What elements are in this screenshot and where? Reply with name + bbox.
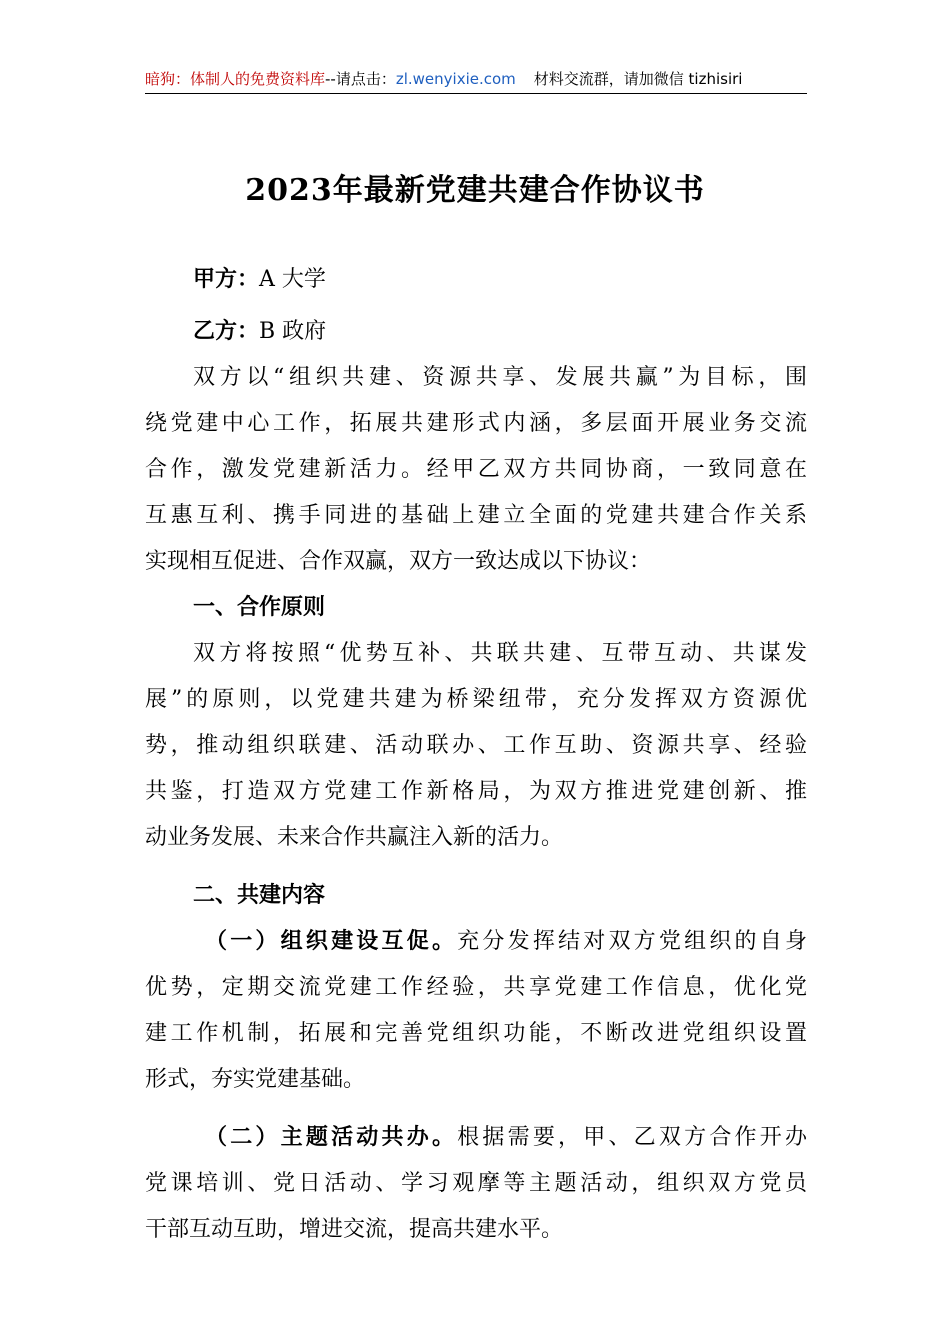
intro-line: 实现相互促进、合作双赢，双方一致达成以下协议：: [145, 549, 652, 574]
section-2-item-1: [145, 919, 807, 1103]
section-1-line: 势，推动组织联建、活动联办、工作互助、资源共享、经验: [145, 733, 807, 758]
item-1-lead: （一）组织建设互促。: [205, 929, 458, 954]
section-1-paragraph: [145, 631, 807, 861]
intro-paragraph: [145, 355, 807, 585]
section-2-heading: 二、共建内容: [193, 883, 326, 908]
section-2-item-2: [145, 1115, 807, 1253]
document-title: 2023年最新党建共建合作协议书: [245, 173, 705, 208]
section-1-line: 动业务发展、未来合作共赢注入新的活力。: [145, 825, 564, 850]
document-body: [145, 257, 807, 1253]
item-2-lead: （二）主题活动共办。: [205, 1125, 458, 1150]
item-1-first-line: [145, 919, 807, 965]
party-b-line: [145, 309, 807, 355]
item-2-first-rest: 根据需要，甲、乙双方合作开办: [457, 1125, 807, 1150]
intro-line: 互惠互利、携手同进的基础上建立全面的党建共建合作关系: [145, 503, 807, 528]
intro-line: 双方以“组织共建、资源共享、发展共赢”为目标，围: [193, 365, 807, 390]
item-1-line: 形式，夯实党建基础。: [145, 1067, 366, 1092]
party-b-value: B 政府: [259, 319, 327, 344]
party-b-label: 乙方：: [193, 319, 260, 344]
page-header: [145, 68, 807, 90]
section-1-line: 展”的原则，以党建共建为桥梁纽带，充分发挥双方资源优: [145, 687, 807, 712]
header-wechat: 材料交流群，请加微信 tizhisiri: [533, 70, 743, 88]
item-1-line: 优势，定期交流党建工作经验，共享党建工作信息，优化党: [145, 975, 807, 1000]
header-prompt: --请点击：: [325, 70, 396, 88]
header-url-link[interactable]: zl.wenyixie.com: [395, 70, 516, 88]
party-a-label: 甲方：: [193, 267, 260, 292]
item-1-line: 建工作机制，拓展和完善党组织功能，不断改进党组织设置: [145, 1021, 807, 1046]
party-a-line: [145, 257, 807, 303]
header-divider: [145, 93, 807, 94]
item-2-first-line: [145, 1115, 807, 1161]
item-2-line: 党课培训、党日活动、学习观摩等主题活动，组织双方党员: [145, 1171, 807, 1196]
item-2-line: 干部互动互助，增进交流，提高共建水平。: [145, 1217, 564, 1242]
section-1-heading: 一、合作原则: [193, 595, 326, 620]
intro-line: 绕党建中心工作，拓展共建形式内涵，多层面开展业务交流: [145, 411, 807, 436]
header-brand: 暗狗：体制人的免费资料库: [145, 70, 326, 88]
section-1-line: 双方将按照“优势互补、共联共建、互带互动、共谋发: [193, 641, 807, 666]
party-a-value: A 大学: [259, 267, 326, 292]
intro-line: 合作，激发党建新活力。经甲乙双方共同协商，一致同意在: [145, 457, 807, 482]
section-1-line: 共鉴，打造双方党建工作新格局，为双方推进党建创新、推: [145, 779, 807, 804]
item-1-first-rest: 充分发挥结对双方党组织的自身: [457, 929, 807, 954]
